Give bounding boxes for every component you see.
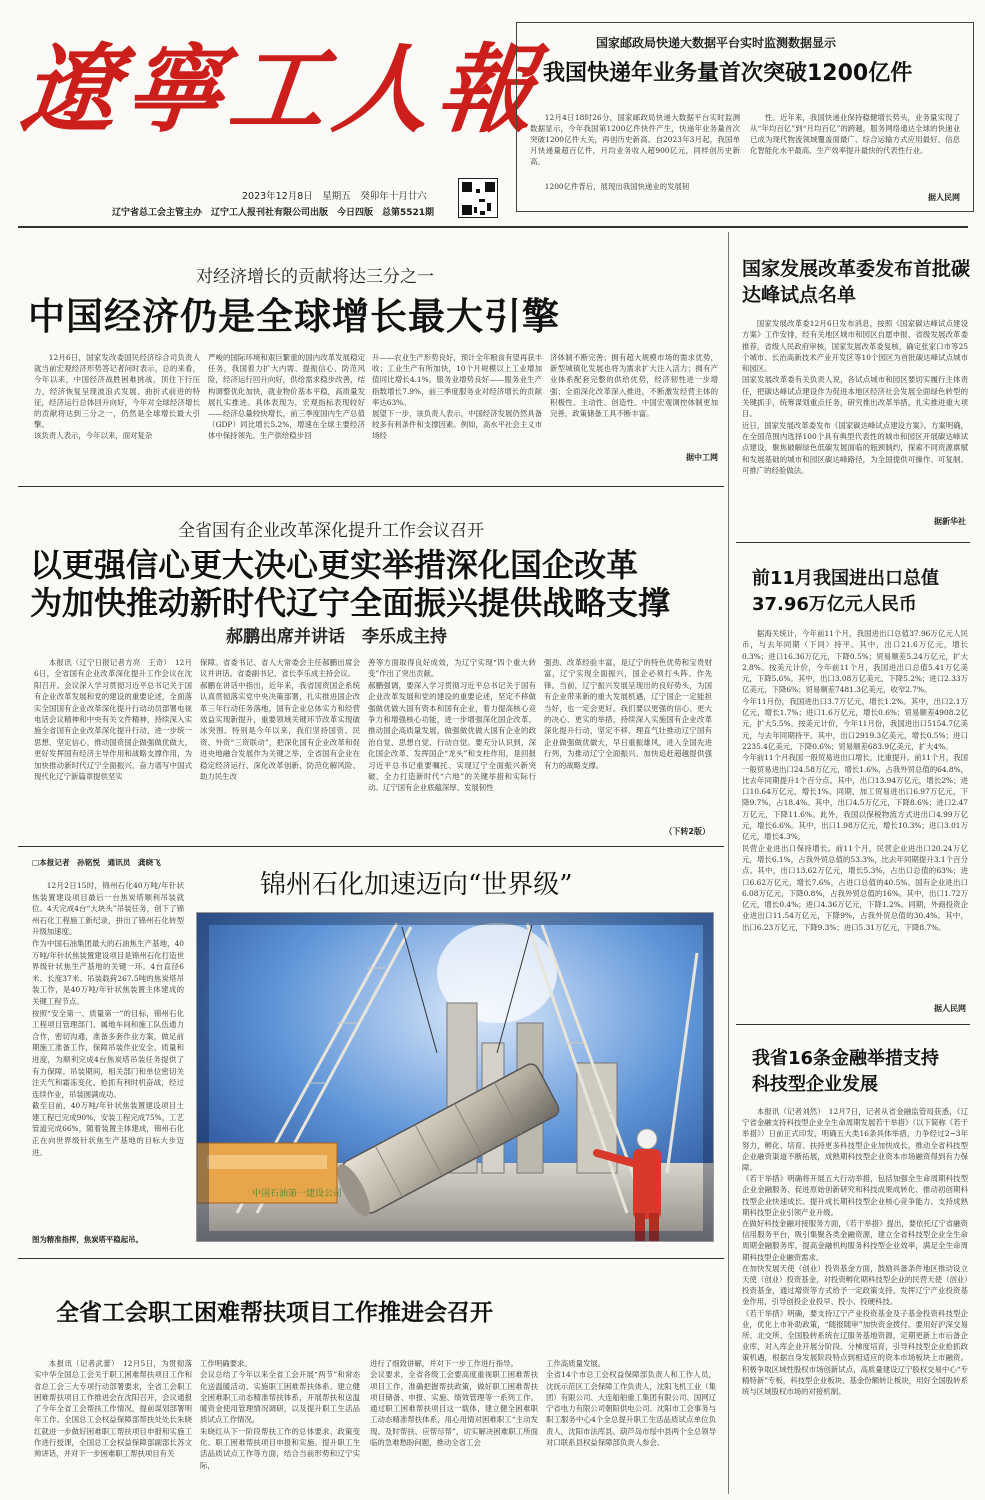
- lead-story-col1: 12月6日，国家发改委国民经济综合司负责人就当前宏观经济形势答记者问时表示，总的来看，今年以来，中国经济战胜困难挑战，顶住下行压力，经济恢复呈现波浪式发展、曲折式前进的特征，经济运行总体回升向好，今年对全球经济增长的贡献将达到三分之一，仍然是全球增长最大引擎。 该负责人表示，今年以来，面对复杂: [34, 353, 200, 441]
- soe-story-headline-1: 以更强信心更大决心更实举措深化国企改革: [30, 546, 639, 584]
- top-story-text-col2: 性。近年来，我国快递业保持稳健增长势头，业务量实现了从“年均百亿”到“月均百亿”的跨越，服务网络通达全球的快递业已成为现代物流领域覆盖面最广、综合运输方式应用最好、信息化智能化水平最高、生产效率提升最快的代表性行业。: [750, 113, 960, 155]
- jinzhou-photo-caption: 图为精准指挥，焦炭塔平稳起吊。: [32, 1235, 143, 1244]
- publisher-line: 辽宁省总工会主管主办 辽宁工人报刊社有限公司出版 今日四版 总第5521期: [112, 208, 435, 218]
- side-finance-text: 本报讯（记者刘然） 12月7日，记者从省金融监管局获悉，《辽宁省金融支持科技型企业全生命周期发展若干举措》（以下简称《若干举措》）日前正式印发，明确五大类16条具体举措，力争经过2~3年努力，孵化、培育、扶持更多科技型企业加快成长，推动全省科技型企业融资渠道不断拓展，成熟期科技型企业资本市场融资得到有力保障。 《若干举措》明确将开展五大行动举措，包括加强全生命周期科技型企业金融服务、促进原始创新研究和科技成果成转化、推动初创期科技型企业快速成长、提升成长期科技型企业核心竞争能力、支持成熟期科技型企业引领产业升级。 在做好科技金融对接服务方面，《若干举措》提出，要依托辽宁省融资信用服务平台，吸引集聚各类金融资源，建立全省科技型企业全生命周期金融服务库，提高金融机构服务科技型企业效率，满足全生命周期科技型企业融资需求。 在加快发展天使（创业）投资基金方面，鼓励具备条件地区推动设立天使（创业）投资基金，对投资孵化期科技型企业的民营天使（创业）投资基金，通过增资等方式给予一定政策支持。发挥辽宁产业投资基金作用，引导创投企业投早、投小、投硬科技。 《若干举措》明确，要支持辽宁产业投资基金及子基金投资科技型企业，优化上市补助政策，“随报随审”加快资金拨付。要用好沪深交易所、北交所、全国股转系统在辽服务基地资源，定期更新上市后备企业库，对入库企业开展分阶段、分梯度培育，引导科技型企业抢抓政策机遇，根据自身发展阶段特点到相适应的资本市场板块上市融资。积极争取区域性股权市场创新试点，高质量建设辽宁股权交易中心“专精特新”专板，科技型企业板块、基金份额转让板块，用好全国股转系统与区域股权市场的对接机制。: [742, 1107, 968, 1397]
- issue-date-line: 2023年12月8日 星期五 癸卯年十月廿六: [242, 191, 427, 202]
- lead-story-headline: 中国经济仍是全球增长最大引擎: [28, 295, 560, 338]
- side-finance-headline: 我省16条金融举措支持科技型企业发展: [752, 1048, 940, 1095]
- divider: [18, 1258, 724, 1259]
- soe-story-subhead: 郝鹏出席并讲话 李乐成主持: [226, 627, 447, 647]
- union-story-headline: 全省工会职工困难帮扶项目工作推进会召开: [56, 1300, 493, 1326]
- side-ndrc-source: 据新华社: [934, 517, 966, 526]
- divider: [18, 226, 968, 228]
- newspaper-masthead-logo: 遼寧工人報: [16, 33, 548, 146]
- lead-story-col2: 严峻的国际环境和艰巨繁重的国内改革发展稳定任务，我国着力扩大内需、提振信心、防范风险，经济运行回升向好，供给需求稳步改善，结构调整优化加快，就业物价基本平稳，高质量发展扎实推进。具体表现为，宏观指标表现较好——经济总量较快增长，前三季度国内生产总值（GDP）同比增长5.2%，增速在全球主要经济体中保持领先。生产供给稳步回: [208, 353, 365, 441]
- jinzhou-crane-photo: [196, 912, 714, 1242]
- lead-story-col3: 升——农业生产形势良好，预计全年粮食有望再获丰收；工业生产有所加快，10个月规模以上工业增加值同比增长4.1%。服务业增势良好——服务业生产指数增长7.9%，前三季度服务业对经济增长的贡献率达63%。 展望下一步，该负责人表示，中国经济发展仍然具备较多有利条件和支撑因素。例如，高水平社会主义市场经: [372, 353, 542, 441]
- jinzhou-byline: □本报记者 孙铭悦 通讯员 龚晓飞: [32, 858, 161, 867]
- column-divider: [728, 232, 729, 1494]
- jinzhou-headline: 锦州石化加速迈向“世界级”: [260, 870, 573, 900]
- divider: [18, 486, 724, 487]
- side-trade-source: 据人民网: [934, 1004, 966, 1013]
- jinzhou-text: 12月2日15时，锦州石化40万吨/年针状焦装置建设项目最后一台焦炭塔顺利吊装就位。4天完成4台“大块头”吊装任务，创下了锦州石化工程施工新纪录，拼出了锦州石化转型升级加速度。 作为中国石油集团最大的石油焦生产基地，40万吨/年针状焦装置建设项目是锦州石化打造世界级针状焦生产基地的关键一环。4台直径6米、长度37米、吊装载荷267.5吨的焦炭塔吊装工作，是40万吨/年针状焦装置主体建成的关键工程节点。 按照“安全第一、质量第一”的目标，锦州石化工程项目管理部门、属地车间和施工队伍通力合作，密切沟通，准备多套作业方案，做足前期施工准备工作，保障吊装作业安全、质量和进度，为顺利完成4台焦炭塔吊装任务提供了有力保障。吊装期间，相关部门和单位密切关注天气和霜冻变化，抢抓有利时机奋战，经过连续作业，吊装圆满成功。 截至目前，40万吨/年针状焦装置建设项目土建工程已完成90%，安装工程完成75%，工艺管道完成66%，随着装置主体建成，锦州石化正在向世界级针状焦生产基地的目标大步迈进。: [32, 881, 184, 1157]
- soe-story-col2: 保障。省委书记、省人大常委会主任郝鹏出席会议并讲话。省委副书记、省长李乐成主持会议。 郝鹏在讲话中指出，近年来，我省国资国企系统认真贯彻落实党中央决策部署，扎实推进国企改革三年行动任务落地，国有企业总体实力和经营效益实现新提升，重要领域关键环节改革实现破冰突围。特别是今年以来，我们坚持国资、民资、外资“三资联动”，把深化国有企业改革和促进央地融合发展作为关键之举，全省国有企业在稳定经济运行、深化改革创新、防范化解风险、助力民生改: [200, 658, 360, 782]
- top-story-text-col1b: 1200亿件背后，展现出我国快递业的发展韧: [544, 182, 690, 191]
- soe-story-headline-2: 为加快推动新时代辽宁全面振兴提供战略支撑: [30, 584, 671, 622]
- union-story-col2: 工作明确要求。 会议总结了今年以来全省工会开展“两节”和常态化送温暖活动、实施职工困难帮扶体系、建立健全困难职工动态精准帮扶体系，开展帮扶和送温暖资金使用管理情况调研，以及提升职工生活品质试点工作情况。 朱晓红从下一阶段帮扶工作的总体要求、政策变化、职工困难帮扶项目申报和实施、提升职工生活品质试点工作等方面，结合当前形势和辽宁实际，: [200, 1359, 360, 1470]
- divider: [18, 846, 724, 847]
- crane-photo-graphic: [197, 913, 714, 1242]
- union-story-col4: 工作高质量发展。 全省14个市总工会权益保障部负责人和工作人员，沈抚示范区工会保障工作负责人，沈阳飞机工业（集团）有限公司、大连船舶重工集团有限公司、国网辽宁省电力有限公司朝阳供电公司、沈阳市工会事务与职工服务中心4个全总提升职工生活品质试点单位负责人，沈阳市法库县、葫芦岛市绥中县两个全总领导对口联系县权益保障部负责人参会。: [546, 1359, 716, 1448]
- side-trade-headline: 前11月我国进出口总值37.96万亿元人民币: [752, 568, 940, 615]
- photo-banner-text: 中国石油第一建设公司: [252, 1189, 343, 1199]
- top-story-headline: 我国快递年业务量首次突破1200亿件: [543, 61, 913, 86]
- union-story-col3: 进行了细致讲解，并对下一步工作进行指导。 会议要求，全省各级工会要高度重视职工困难帮扶项目工作，准确把握帮扶政策，做好职工困难帮扶项目储备、申报、实施、绩效管理等一系列工作。通过职工困难帮扶项目这一载体，建立健全困难职工动态精准帮扶体系，用心用情对困难职工“主动发现、及时帮扶、应帮尽帮”，切实解决困难职工所面临的急难愁盼问题，推动全省工会: [370, 1359, 538, 1448]
- top-story-kicker: 国家邮政局快递大数据平台实时监测数据显示: [596, 36, 837, 50]
- lead-story-col4: 济体制不断完善；拥有超大规模市场的需求优势，新型城镇化发展也将为需求扩大注入活力；拥有产业体系配套完整的供给优势，经济韧性进一步增强；全面深化改革深入推进，不断激发经营主体的积极性、主动性、创造性。中国宏观调控体制更加完善，政策储备工具不断丰富。: [550, 353, 718, 419]
- lead-story-kicker: 对经济增长的贡献将达三分之一: [196, 267, 434, 287]
- soe-story-col1: 本报讯（辽宁日报记者方亮 王奇） 12月6日，全省国有企业改革深化提升工作会议在沈阳召开。会议深入学习贯彻习近平总书记关于国有企业改革发展和党的建设的重要论述，全面落实全国国有企业改革深化提升行动动员部署电视电话会议精神和中央有关文件精神，持续深入实施全省国有企业改革深化提升行动，进一步统一思想、坚定信心，推动国资国企做强做优做大，更好发挥国有经济主导作用和战略支撑作用，为加快推动新时代辽宁全面振兴、奋力谱写中国式现代化辽宁新篇章提供坚实: [34, 658, 192, 782]
- divider: [736, 542, 970, 543]
- soe-story-continued: （下转2版）: [664, 827, 710, 836]
- union-story-col1: 本报讯（记者武蕾） 12月5日，为贯彻落实中华全国总工会关于职工困难帮扶项目工作和省总工会三大专项行动部署要求，全省工会职工困难帮扶项目工作推进会在沈阳召开，会议通报了今年全省工会帮扶工作情况，提前谋划部署明年工作。全国总工会权益保障部帮扶处处长朱晓红就进一步做好困难职工帮扶项目申报和实施工作进行授课，全国总工会权益保障部副部长苏文帅讲话，并对下一步困难职工帮扶项目有关: [34, 1359, 192, 1459]
- side-trade-text: 据海关统计，今年前11个月，我国进出口总值37.96万亿元人民币，与去年同期（下同）持平。其中，出口21.6万亿元，增长0.3%；进口16.36万亿元，下降0.5%；贸易顺差5.24万亿元，扩大2.8%。按美元计价，今年前11个月，我国进出口总值5.41万亿美元，下降5.6%。其中，出口3.08万亿美元，下降5.2%；进口2.33万亿美元，下降6%；贸易顺差7481.3亿美元，收窄2.7%。 今年11月份，我国进出口3.7万亿元，增长1.2%。其中，出口2.1万亿元，增长1.7%；进口1.6万亿元，增长0.6%；贸易顺差4908.2亿元，扩大5.5%。按美元计价，今年11月份，我国进出口5154.7亿美元，与去年同期持平。其中，出口2919.3亿美元，增长0.5%；进口2235.4亿美元，下降0.6%；贸易顺差683.9亿美元，扩大4%。 今年前11个月我国一般贸易进出口增长，比重提升。前11个月，我国一般贸易进出口24.58万亿元，增长1.6%，占我外贸总值的64.8%，比去年同期提升1个百分点。其中，出口13.94万亿元，增长2%；进口10.64万亿元，增长1%。同期，加工贸易进出口6.97万亿元，下降9.7%，占18.4%。其中，出口4.5万亿元，下降8.6%；进口2.47万亿元，下降11.6%。此外，我国以保税物流方式进出口4.99万亿元，增长6.6%。其中，出口1.98万亿元，增长10.3%；进口3.01万亿元，增长4.3%。 民营企业进出口保持增长。前11个月，民营企业进出口20.24万亿元，增长6.1%，占我外贸总值的53.3%，比去年同期提升3.1个百分点。其中，出口13.62万亿元，增长5.3%，占出口总值的63%；进口6.62万亿元，增长7.6%，占进口总值的40.5%。国有企业进出口6.08万亿元，下降0.8%，占我外贸总值的16%。其中，出口1.72万亿元，增长0.4%；进口4.36万亿元，下降1.2%。同期，外商投资企业进出口11.54万亿元，下降9%，占我外贸总值的30.4%。其中，出口6.23万亿元，下降9.3%；进口5.31万亿元，下降8.7%。: [742, 629, 968, 932]
- lead-story-source: 据中工网: [686, 453, 718, 462]
- divider: [736, 1024, 970, 1025]
- top-story-text-col1: 12月4日18时26分，国家邮政局快递大数据平台实时监测数据显示，今年我国第1200亿件快件产生，快递年业务量首次突破1200亿件大关，再创历史新高。自2023年3月起，我国单月快递量超百亿件，月均业务收入超900亿元，同样创历史新高。: [530, 113, 740, 166]
- soe-story-col4: 强劲、改革经验丰富，是辽宁的特色优势和宝贵财富，辽宁实现全面振兴，国企必须打头阵、作先锋。当前，辽宁振兴发展呈现出的良好势头，为国有企业带来新的重大发展机遇，辽宁国企一定能担当好，也一定会更好。我们要以更强的信心、更大的决心、更实的举措，持续深入实施国有企业改革深化提升行动，坚定不移、理直气壮推动辽宁国有企业做强做优做大，早日重振雄风，进入全国先进行列，为推动辽宁全面振兴、加快追赶超越提供强有力的战略支撑。: [544, 658, 712, 770]
- qr-code-icon: [458, 178, 498, 218]
- side-ndrc-text: 国家发展改革委12月6日发布消息，按照《国家碳达峰试点建设方案》工作安排，经有关地区城市和园区自愿申报、省级发展改革委推荐，省级人民政府审核，国家发展改革委复核，确定张家口市等25个城市、长治高新技术产业开发区等10个园区为首批碳达峰试点城市和园区。 国家发展改革委有关负责人说，各试点城市和园区要切实履行主体责任，把碳达峰试点建设作为促进本地区经济社会发展全面绿色转型的关键抓手，统筹谋划重点任务，研究推出改革举措，扎实推进重大项目。 近日，国家发展改革委发布《国家碳达峰试点建设方案》。方案明确，在全国范围内选择100个具有典型代表性的城市和园区开展碳达峰试点建设，聚焦破解绿色低碳发展面临的瓶颈制约，探索不同资源禀赋和发展基础的城市和园区碳达峰路径，为全国提供可操作、可复制、可推广的经验做法。: [742, 319, 968, 475]
- side-ndrc-headline: 国家发展改革委发布首批碳达峰试点名单: [742, 258, 971, 306]
- soe-story-col3: 善等方面取得良好成效，为辽宁实现“四个重大转变”作出了突出贡献。 郝鹏强调，要深入学习贯彻习近平总书记关于国有企业改革发展和党的建设的重要论述，坚定不移做强做优做大国有资本和国有企业，着力提高核心竞争力和增强核心功能，进一步增强深化国企改革、推动国企高质量发展，做强做优做大国有企业的政治自觉、思想自觉、行动自觉。要充分认识到，深化国企改革、发挥国企“龙头”和支柱作用，是回报习近平总书记重要嘱托、实现辽宁全面振兴新突破、全力打造新时代“六地”的关键举措和实际行动。辽宁国有企业底蕴深厚、发展韧性: [368, 658, 536, 793]
- soe-story-kicker: 全省国有企业改革深化提升工作会议召开: [178, 521, 484, 541]
- top-story-source: 据人民网: [928, 193, 960, 202]
